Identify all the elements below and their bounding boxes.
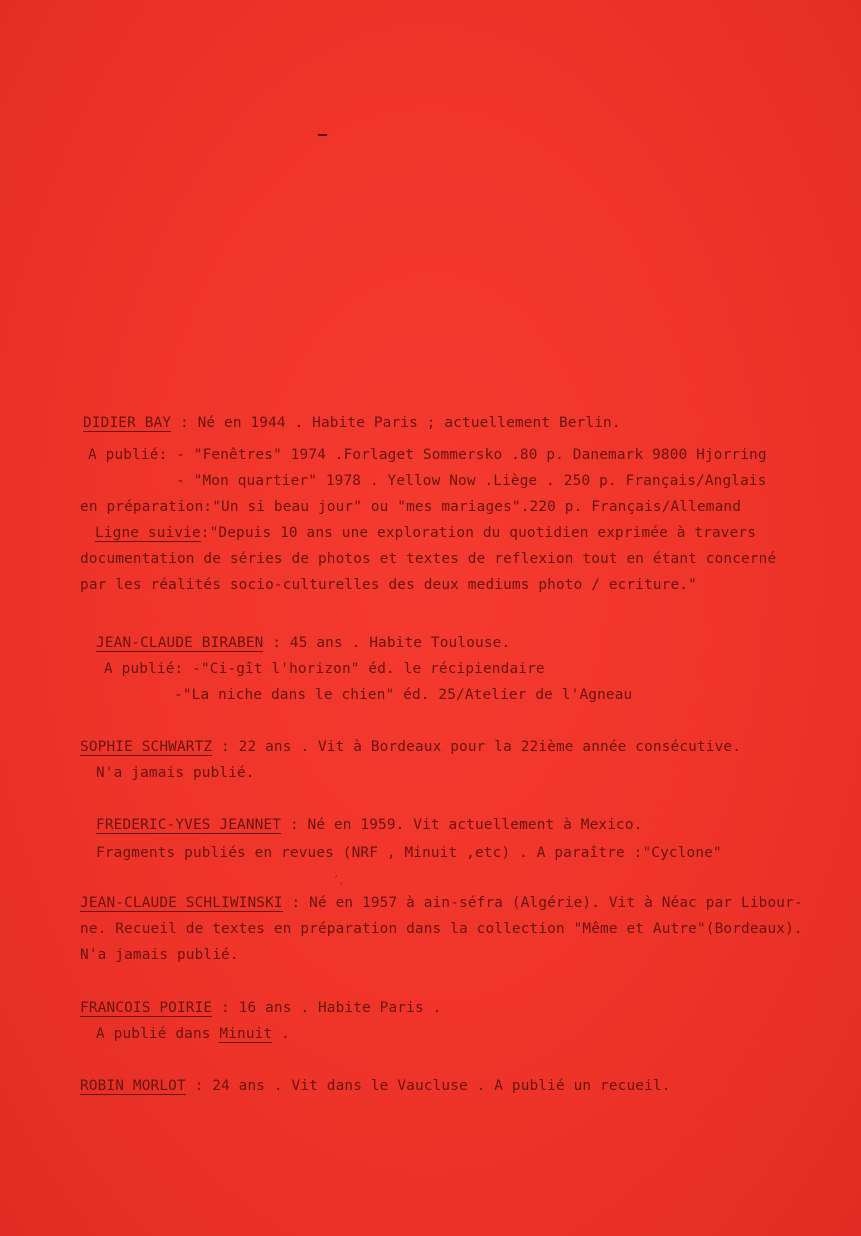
bio-poirie-intro: : 16 ans . Habite Paris . xyxy=(212,1000,442,1016)
bio-schliwinski-line-1 xyxy=(80,894,803,912)
bio-bay-line-2: A publié: - "Fenêtres" 1974 .Forlaget Sommersko .80 p. Danemark 9800 Hjorring xyxy=(88,447,767,463)
journal-minuit: Minuit xyxy=(219,1026,273,1042)
bio-biraben-line-1 xyxy=(96,634,510,652)
bio-bay-line-1 xyxy=(83,414,621,432)
bio-biraben-line-2: A publié: -"Ci-gît l'horizon" éd. le récipiendaire xyxy=(104,661,545,677)
bio-schwartz-line-2: N'a jamais publié. xyxy=(96,765,255,781)
bio-bay-line-4: en préparation:"Un si beau jour" ou "mes mariages".220 p. Français/Allemand xyxy=(80,499,742,515)
bio-poirie-line-2-pre: A publié dans xyxy=(96,1026,220,1042)
bio-schliwinski-line-2: ne. Recueil de textes en préparation dans la collection "Même et Autre"(Bordeaux). xyxy=(80,921,803,937)
bio-bay-line-6: documentation de séries de photos et textes de reflexion tout en étant concerné xyxy=(80,551,777,567)
bio-bay-line-5 xyxy=(95,524,756,542)
author-name-schwartz: SOPHIE SCHWARTZ xyxy=(80,739,213,755)
bio-jeannet-line-1 xyxy=(96,816,642,834)
bio-jeannet-line-2: Fragments publiés en revues (NRF , Minuit ,etc) . A paraître :"Cyclone" xyxy=(96,845,722,861)
bio-schliwinski-intro: : Né en 1957 à ain-séfra (Algérie). Vit à Néac par Libour- xyxy=(282,895,803,911)
author-name-poirie: FRANCOIS POIRIE xyxy=(80,1000,213,1016)
bio-poirie-line-2 xyxy=(96,1025,290,1043)
bio-schliwinski-line-3: N'a jamais publié. xyxy=(80,947,239,963)
author-name-bay: DIDIER BAY xyxy=(83,415,172,431)
bio-biraben-line-3: -"La niche dans le chien" éd. 25/Atelier de l'Agneau xyxy=(174,687,633,703)
label-ligne-suivie: Ligne suivie xyxy=(95,525,201,541)
bio-poirie-line-1 xyxy=(80,999,441,1017)
bio-schwartz-line-1 xyxy=(80,738,741,756)
bio-morlot-line-1 xyxy=(80,1077,671,1095)
top-dash-mark xyxy=(318,134,327,136)
author-name-morlot: ROBIN MORLOT xyxy=(80,1078,186,1094)
bio-bay-line-3: - "Mon quartier" 1978 . Yellow Now .Liège . 250 p. Français/Anglais xyxy=(176,473,767,489)
bio-biraben-intro: : 45 ans . Habite Toulouse. xyxy=(263,635,511,651)
author-name-biraben: JEAN-CLAUDE BIRABEN xyxy=(96,635,264,651)
bio-schwartz-intro: : 22 ans . Vit à Bordeaux pour la 22ième année consécutive. xyxy=(212,739,742,755)
bio-bay-line-7: par les réalités socio-culturelles des deux mediums photo / ecriture." xyxy=(80,577,697,593)
bio-bay-line-5-text: :"Depuis 10 ans une exploration du quotidien exprimée à travers xyxy=(200,525,757,541)
ink-speck: ´ˌ xyxy=(333,876,344,886)
bio-jeannet-intro: : Né en 1959. Vit actuellement à Mexico. xyxy=(281,817,643,833)
bio-morlot-intro: : 24 ans . Vit dans le Vaucluse . A publié un recueil. xyxy=(185,1078,671,1094)
author-name-schliwinski: JEAN-CLAUDE SCHLIWINSKI xyxy=(80,895,283,911)
bio-bay-intro: : Né en 1944 . Habite Paris ; actuellement Berlin. xyxy=(171,415,621,431)
author-name-jeannet: FREDERIC-YVES JEANNET xyxy=(96,817,282,833)
bio-poirie-line-2-post: . xyxy=(272,1026,290,1042)
